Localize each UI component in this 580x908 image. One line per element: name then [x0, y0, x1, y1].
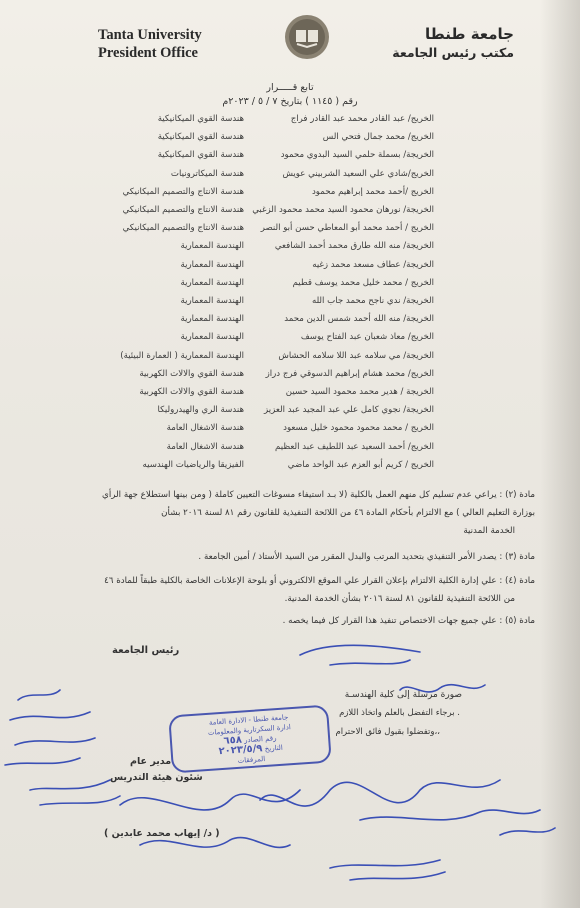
graduate-department: الهندسة المعمارية	[180, 296, 244, 306]
copy-line2: برجاء التفضل بالعلم واتخاذ اللازم .	[339, 708, 460, 718]
director-signature	[120, 790, 300, 810]
graduate-department: الهندسة المعمارية	[180, 259, 244, 270]
graduate-name: الخريجة/ ندي ناجح محمد جاب الله	[311, 296, 434, 306]
office-name-ar: مكتب رئيس الجامعة	[392, 45, 514, 60]
decree-title: تابع قـــــرار	[266, 82, 314, 93]
graduate-department: هندسة الاشغال العامة	[166, 423, 244, 434]
article-2-line3: الخدمة المدنية	[463, 526, 515, 536]
graduate-department: هندسة القوي الميكانيكية	[157, 132, 244, 143]
graduate-name: الخريجة/ منه الله طارق محمد أحمد الشافعي	[274, 241, 434, 252]
graduate-name: الخريج / أحمد محمد أبو المعاطي حسن أبو النصر	[260, 223, 434, 234]
left-margin-date	[30, 780, 120, 805]
graduate-department: الهندسة المعمارية	[180, 314, 244, 325]
director-title: مدير عام	[130, 756, 172, 767]
graduate-name: الخريجة/ منه الله أحمد شمس الدين محمد	[284, 314, 434, 325]
graduate-name: الخريجة/ عطاف مسعد محمد زغيه	[312, 259, 434, 270]
president-signature	[300, 645, 420, 665]
graduate-department: هندسة الانتاج والتصميم الميكانيكي	[122, 186, 244, 197]
graduate-name: الخريجة/ بسملة حلمي السيد البدوي محمود	[280, 150, 434, 161]
graduate-name: الخريج / محمد محمود محمود خليل مسعود	[283, 423, 434, 434]
bottom-date	[330, 860, 445, 880]
article-4-line1: مادة (٤) : علي إدارة الكلية الالتزام بإعلان القرار علي الموقع الالكتروني أو بلوحة الإعلانات الخاصة بالكلية طبقاً للمادة ٤٦	[104, 576, 535, 586]
graduate-department: هندسة الاشغال العامة	[166, 441, 244, 452]
graduate-department: الهندسة المعمارية	[180, 277, 244, 288]
director-name: ( د/ إيهاب محمد عابدين )	[104, 828, 220, 839]
graduate-name: الخريج/ محمد هشام إبراهيم الدسوقي فرج دراز	[265, 368, 434, 379]
graduate-department: هندسة القوي الميكانيكية	[157, 150, 244, 161]
engineering-handwriting	[400, 685, 485, 692]
graduate-name: الخريج /أحمد محمد إبراهيم محمود	[311, 186, 434, 197]
article-3: مادة (٣) : يصدر الأمر التنفيذي بتحديد المرتب والبدل المقرر من السيد الأستاذ / أمين الجامعة .	[198, 552, 535, 562]
stamp-line2: ادارة السكرتارية والمعلومات	[207, 723, 292, 737]
article-5: مادة (٥) : علي جميع جهات الاختصاص تنفيذ هذا القرار كل فيما يخصه .	[282, 616, 535, 626]
stamp-date-row: التاريخ ٢٠٢٣/٥/٩	[218, 743, 284, 758]
graduate-name: الخريج/شادي علي السعيد الشربيني عويش	[282, 168, 434, 179]
graduate-department: هندسة الانتاج والتصميم الميكانيكي	[122, 205, 244, 215]
article-4-line2: من اللائحة التنفيذية للقانون ٨١ لسنة ٢٠١٦ بشأن الخدمة المدنية.	[284, 594, 515, 604]
graduate-department: هندسة الميكاترونيات	[170, 168, 244, 179]
graduate-department: هندسة القوي الميكانيكية	[157, 114, 244, 124]
graduate-department: هندسة الري والهيدروليكا	[157, 405, 244, 416]
graduate-name: الخريج / محمد خليل محمد يوسف قطيم	[292, 277, 434, 288]
graduate-department: الهندسة المعمارية ( العمارة البيئية)	[120, 350, 244, 361]
graduate-name: الخريج/ أحمد السعيد عبد اللطيف عبد العظيم	[275, 441, 434, 452]
graduate-name: الخريج / كريم أبو العزم عبد الواحد ماضي	[287, 459, 434, 470]
graduate-department: هندسة القوي والالات الكهربية	[139, 368, 244, 379]
article-2-line1: مادة (٢) : يراعي عدم تسليم كل منهم العمل بالكلية (لا بـد استيفاء مسوغات التعيين كاملة ( ومن بينها استطلاع جهة الرأي	[102, 490, 535, 500]
copy-line3: وتفضلوا بقبول فائق الاحترام،،	[335, 727, 440, 737]
graduate-name: الخريجة / هدير محمد محمود السيد حسين	[285, 387, 434, 397]
graduate-department: هندسة القوي والالات الكهربية	[139, 387, 244, 397]
graduate-name: الخريج/ عبد القادر محمد عبد القادر فراج	[290, 114, 434, 124]
office-name-en: President Office	[98, 45, 198, 61]
copy-line1: صورة مرسلة إلى كلية الهندسـة	[344, 690, 462, 700]
right-handwriting	[360, 810, 555, 835]
stamp-number-row: رقم الصادر ٦٥٨	[223, 734, 277, 747]
graduate-department: هندسة الانتاج والتصميم الميكانيكي	[122, 223, 244, 234]
graduate-name: الخريجة/ نورهان محمود السيد محمد محمود الزغبي	[252, 205, 434, 215]
graduate-name: الخريجة/ نجوي كامل علي عبد المجيد عبد العزيز	[263, 405, 434, 416]
stamp-line1: جامعة طنطا - الادارة العامة	[208, 713, 289, 727]
graduate-department: الهندسة المعمارية	[180, 332, 244, 343]
graduate-department: الهندسة المعمارية	[180, 241, 244, 252]
bottom-signature	[140, 838, 290, 848]
university-name-en: Tanta University	[98, 27, 202, 43]
graduate-name: الخريج/ معاذ شعبان عبد الفتاح يوسف	[300, 332, 434, 343]
stamp-line5: المرفقات	[237, 754, 266, 765]
president-title: رئيس الجامعة	[112, 645, 180, 656]
graduate-department: الفيزيقا والرياضيات الهندسيه	[142, 459, 244, 470]
director-dept: شئون هيئة التدريس	[110, 772, 203, 783]
decree-number: رقم ( ١١٤٥ ) بتاريخ ٧ / ٥ / ٢٠٢٣م	[222, 96, 358, 107]
graduate-name: الخريج/ محمد جمال فتحي الس	[322, 132, 434, 143]
left-margin-notes	[5, 690, 95, 765]
university-name-ar: جامعة طنطا	[424, 25, 514, 43]
graduate-name: الخريجة/ مي سلامه عبد اللا سلامه الحشاش	[278, 350, 434, 361]
article-2-line2: بوزارة التعليم العالي ) مع الالتزام بأحكام المادة ٤٦ من اللائحة التنفيذية للقانون رقم ٨١ لسنة ٢٠١٦ بشأن	[161, 508, 535, 518]
